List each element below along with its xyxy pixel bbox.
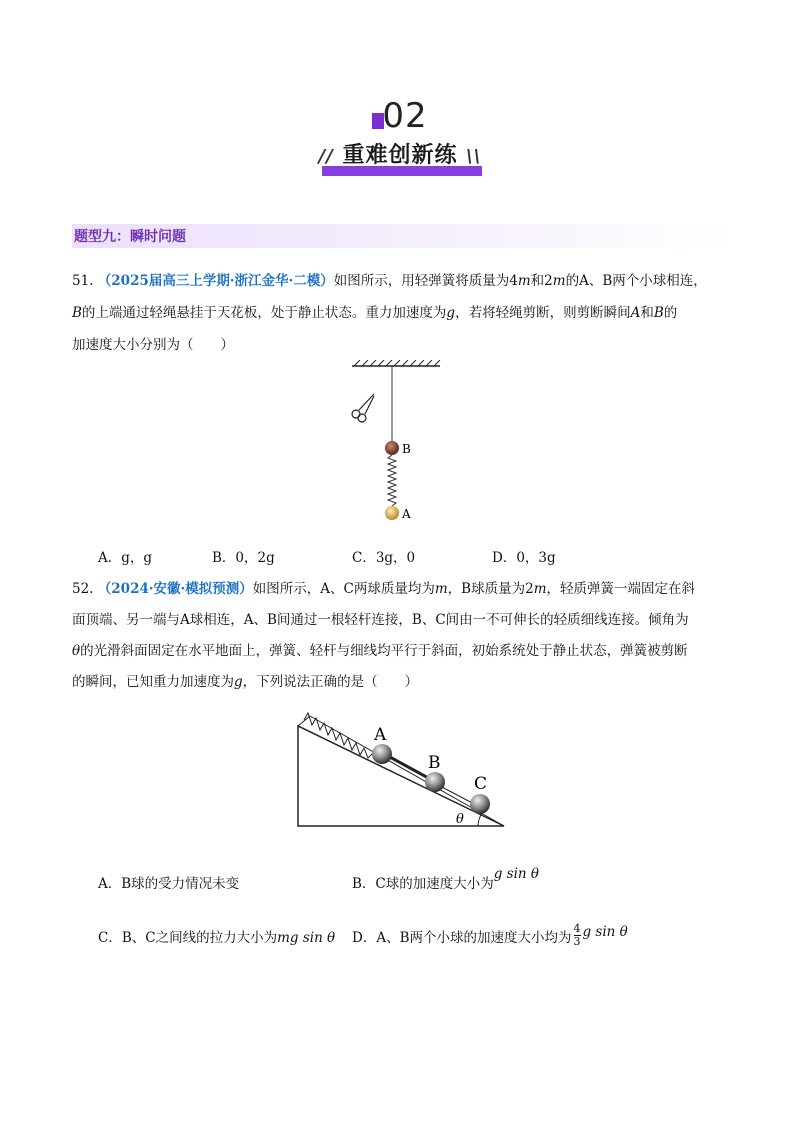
q52-option-c[interactable]: [98, 926, 335, 946]
q52-text: 的瞬间，已知重力加速度为: [72, 674, 234, 690]
q52-option-a[interactable]: A．B球的受力情况未变: [98, 876, 240, 892]
ball-c: [470, 794, 490, 814]
q52-option-d-formula: g sin θ: [582, 924, 628, 940]
label-theta: θ: [456, 812, 464, 827]
incline-top: [298, 716, 310, 726]
q52-var: m: [533, 581, 547, 597]
q51-line-1: [72, 266, 732, 296]
q51-var: g: [446, 305, 456, 321]
q51-option-c[interactable]: C．3g，0: [352, 550, 416, 566]
section-title-text: 重难创新练: [342, 143, 458, 168]
q52-line-3: [72, 636, 732, 666]
q52-line-2: 面顶端、另一端与A球相连，A、B间通过一根轻杆连接，B、C间由一不可伸长的轻质细线连接。倾角为: [72, 612, 689, 628]
topic-heading: 题型九：瞬时问题: [74, 229, 186, 245]
q52-text: ，轻质弹簧一端固定在斜: [546, 581, 695, 597]
right-slash-marks: \\: [466, 146, 482, 167]
q51-source-tag: （2025届高三上学期·浙江金华·二模）: [97, 273, 334, 289]
q51-number: 51.: [72, 273, 94, 289]
spring: [304, 713, 376, 758]
q52-text: ，下列说法正确的是（ ）: [242, 674, 419, 690]
label-b: B: [428, 753, 441, 773]
q52-figure: [292, 696, 512, 836]
q52-number: 52.: [72, 581, 94, 597]
q52-var: θ: [72, 643, 81, 659]
q52-var: m: [434, 581, 448, 597]
light-rod: [388, 756, 432, 780]
q52-option-d[interactable]: [352, 922, 628, 951]
q52-var: g: [234, 674, 243, 690]
q52-text: ，B球质量为2: [447, 581, 534, 597]
q52-text: 如图所示，A、C两球质量均为: [252, 581, 435, 597]
q52-option-b-formula: g sin θ: [493, 866, 540, 882]
q51-line-3: 加速度大小分别为（ ）: [72, 337, 234, 353]
fraction-denominator: 3: [573, 935, 581, 948]
q52-source-tag: （2024·安徽·模拟预测）: [97, 581, 253, 597]
scissors-icon: [352, 394, 374, 422]
ball-a: [385, 506, 399, 520]
q51-option-d[interactable]: D．0，3g: [492, 550, 556, 566]
label-c: C: [474, 774, 488, 794]
left-slash-marks: //: [318, 146, 334, 167]
q51-option-a[interactable]: A．g，g: [98, 550, 153, 566]
q52-line-1: [72, 574, 732, 604]
q52-line-4: [72, 667, 732, 697]
q51-text: 和2: [530, 273, 553, 289]
label-ball-a: A: [402, 507, 411, 521]
ball-b: [425, 772, 445, 792]
q51-text: 的上端通过轻绳悬挂于天花板，处于静止状态。重力加速度为: [81, 305, 447, 321]
label-a: A: [374, 725, 387, 745]
ball-b: [385, 441, 399, 455]
q51-var: B: [72, 305, 82, 321]
section-number: 02: [382, 96, 428, 136]
section-title: [300, 138, 500, 169]
q51-mass-symbol: m: [517, 273, 531, 289]
q52-option-b-text: B．C球的加速度大小为: [352, 876, 494, 892]
fraction-numerator: 4: [573, 922, 581, 935]
q52-text: 的光滑斜面固定在水平地面上，弹簧、轻杆与细线均平行于斜面，初始系统处于静止状态，弹簧被剪断: [80, 643, 688, 659]
q51-line-2: [72, 298, 732, 328]
q51-figure: [340, 360, 460, 530]
q51-var: B: [653, 305, 664, 321]
q52-option-c-formula: mg sin θ: [277, 930, 336, 946]
q51-text: 的A、B两个小球相连，: [565, 273, 707, 289]
q51-text: 如图所示，用轻弹簧将质量为4: [333, 273, 518, 289]
q51-mass-symbol: m: [552, 273, 566, 289]
label-ball-b: B: [402, 442, 411, 456]
q52-option-d-text: D．A、B两个小球的加速度大小均为: [352, 930, 572, 946]
ball-a: [372, 744, 392, 764]
ceiling-hatching: [354, 360, 440, 366]
q51-text: 的: [663, 305, 678, 321]
q51-var: A: [630, 305, 641, 321]
q51-text: ，若将轻绳剪断，则剪断瞬间: [455, 305, 631, 321]
q52-option-b[interactable]: [352, 866, 540, 892]
q52-option-d-fraction: [574, 923, 581, 948]
q51-text: 和: [640, 305, 654, 321]
q51-option-b[interactable]: B．0，2g: [212, 550, 275, 566]
q52-option-c-text: C．B、C之间线的拉力大小为: [98, 930, 278, 946]
spring: [388, 455, 396, 506]
